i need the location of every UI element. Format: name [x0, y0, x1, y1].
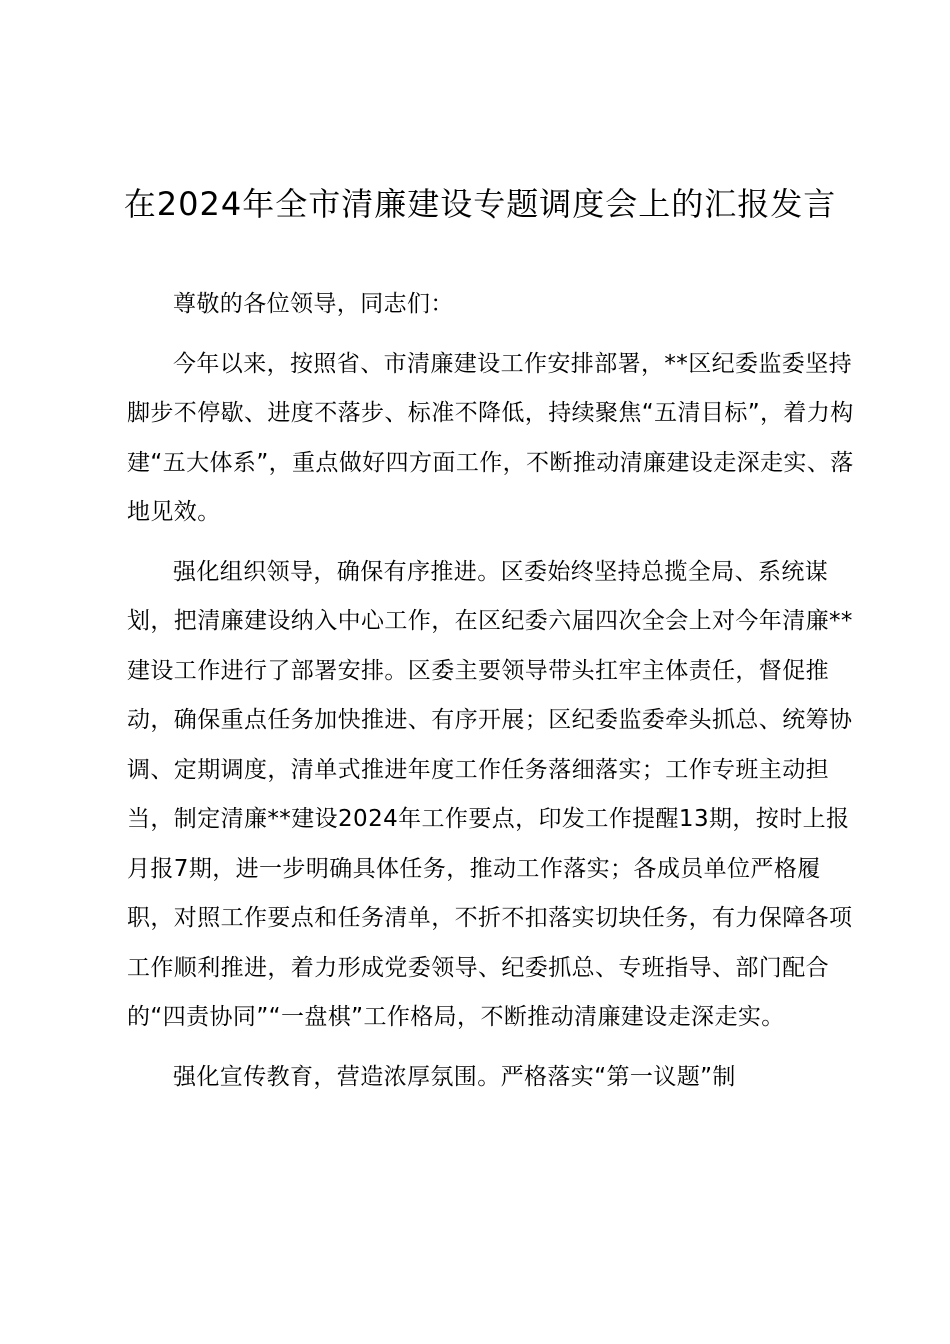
salutation: 尊敬的各位领导，同志们：: [173, 291, 454, 317]
document-body: [127, 280, 862, 1102]
paragraph-intro: 今年以来，按照省、市清廉建设工作安排部署，**区纪委监委坚持脚步不停歇、进度不落步、标准不降低，持续聚焦“五清目标”，着力构建“五大体系”，重点做好四方面工作，不断推动清廉建设走深走实、落地见效。: [127, 350, 854, 525]
paragraph-publicity: 强化宣传教育，营造浓厚氛围。严格落实“第一议题”制: [173, 1063, 736, 1090]
document-title: 在2024年全市清廉建设专题调度会上的汇报发言: [123, 185, 837, 223]
paragraph-organization: 强化组织领导，确保有序推进。区委始终坚持总揽全局、系统谋划，把清廉建设纳入中心工作，在区纪委六届四次全会上对今年清廉**建设工作进行了部署安排。区委主要领导带头扛牢主体责任，督促推动，确保重点任务加快推进、有序开展；区纪委监委牵头抓总、统筹协调、定期调度，清单式推进年度工作任务落细落实；工作专班主动担当，制定清廉**建设2024年工作要点，印发工作提醒13期，按时上报月报7期，进一步明确具体任务，推动工作落实；各成员单位严格履职，对照工作要点和任务清单，不折不扣落实切块任务，有力保障各项工作顺利推进，着力形成党委领导、纪委抓总、专班指导、部门配合的“四责协同”“一盘棋”工作格局，不断推动清廉建设走深走实。: [127, 558, 853, 1030]
